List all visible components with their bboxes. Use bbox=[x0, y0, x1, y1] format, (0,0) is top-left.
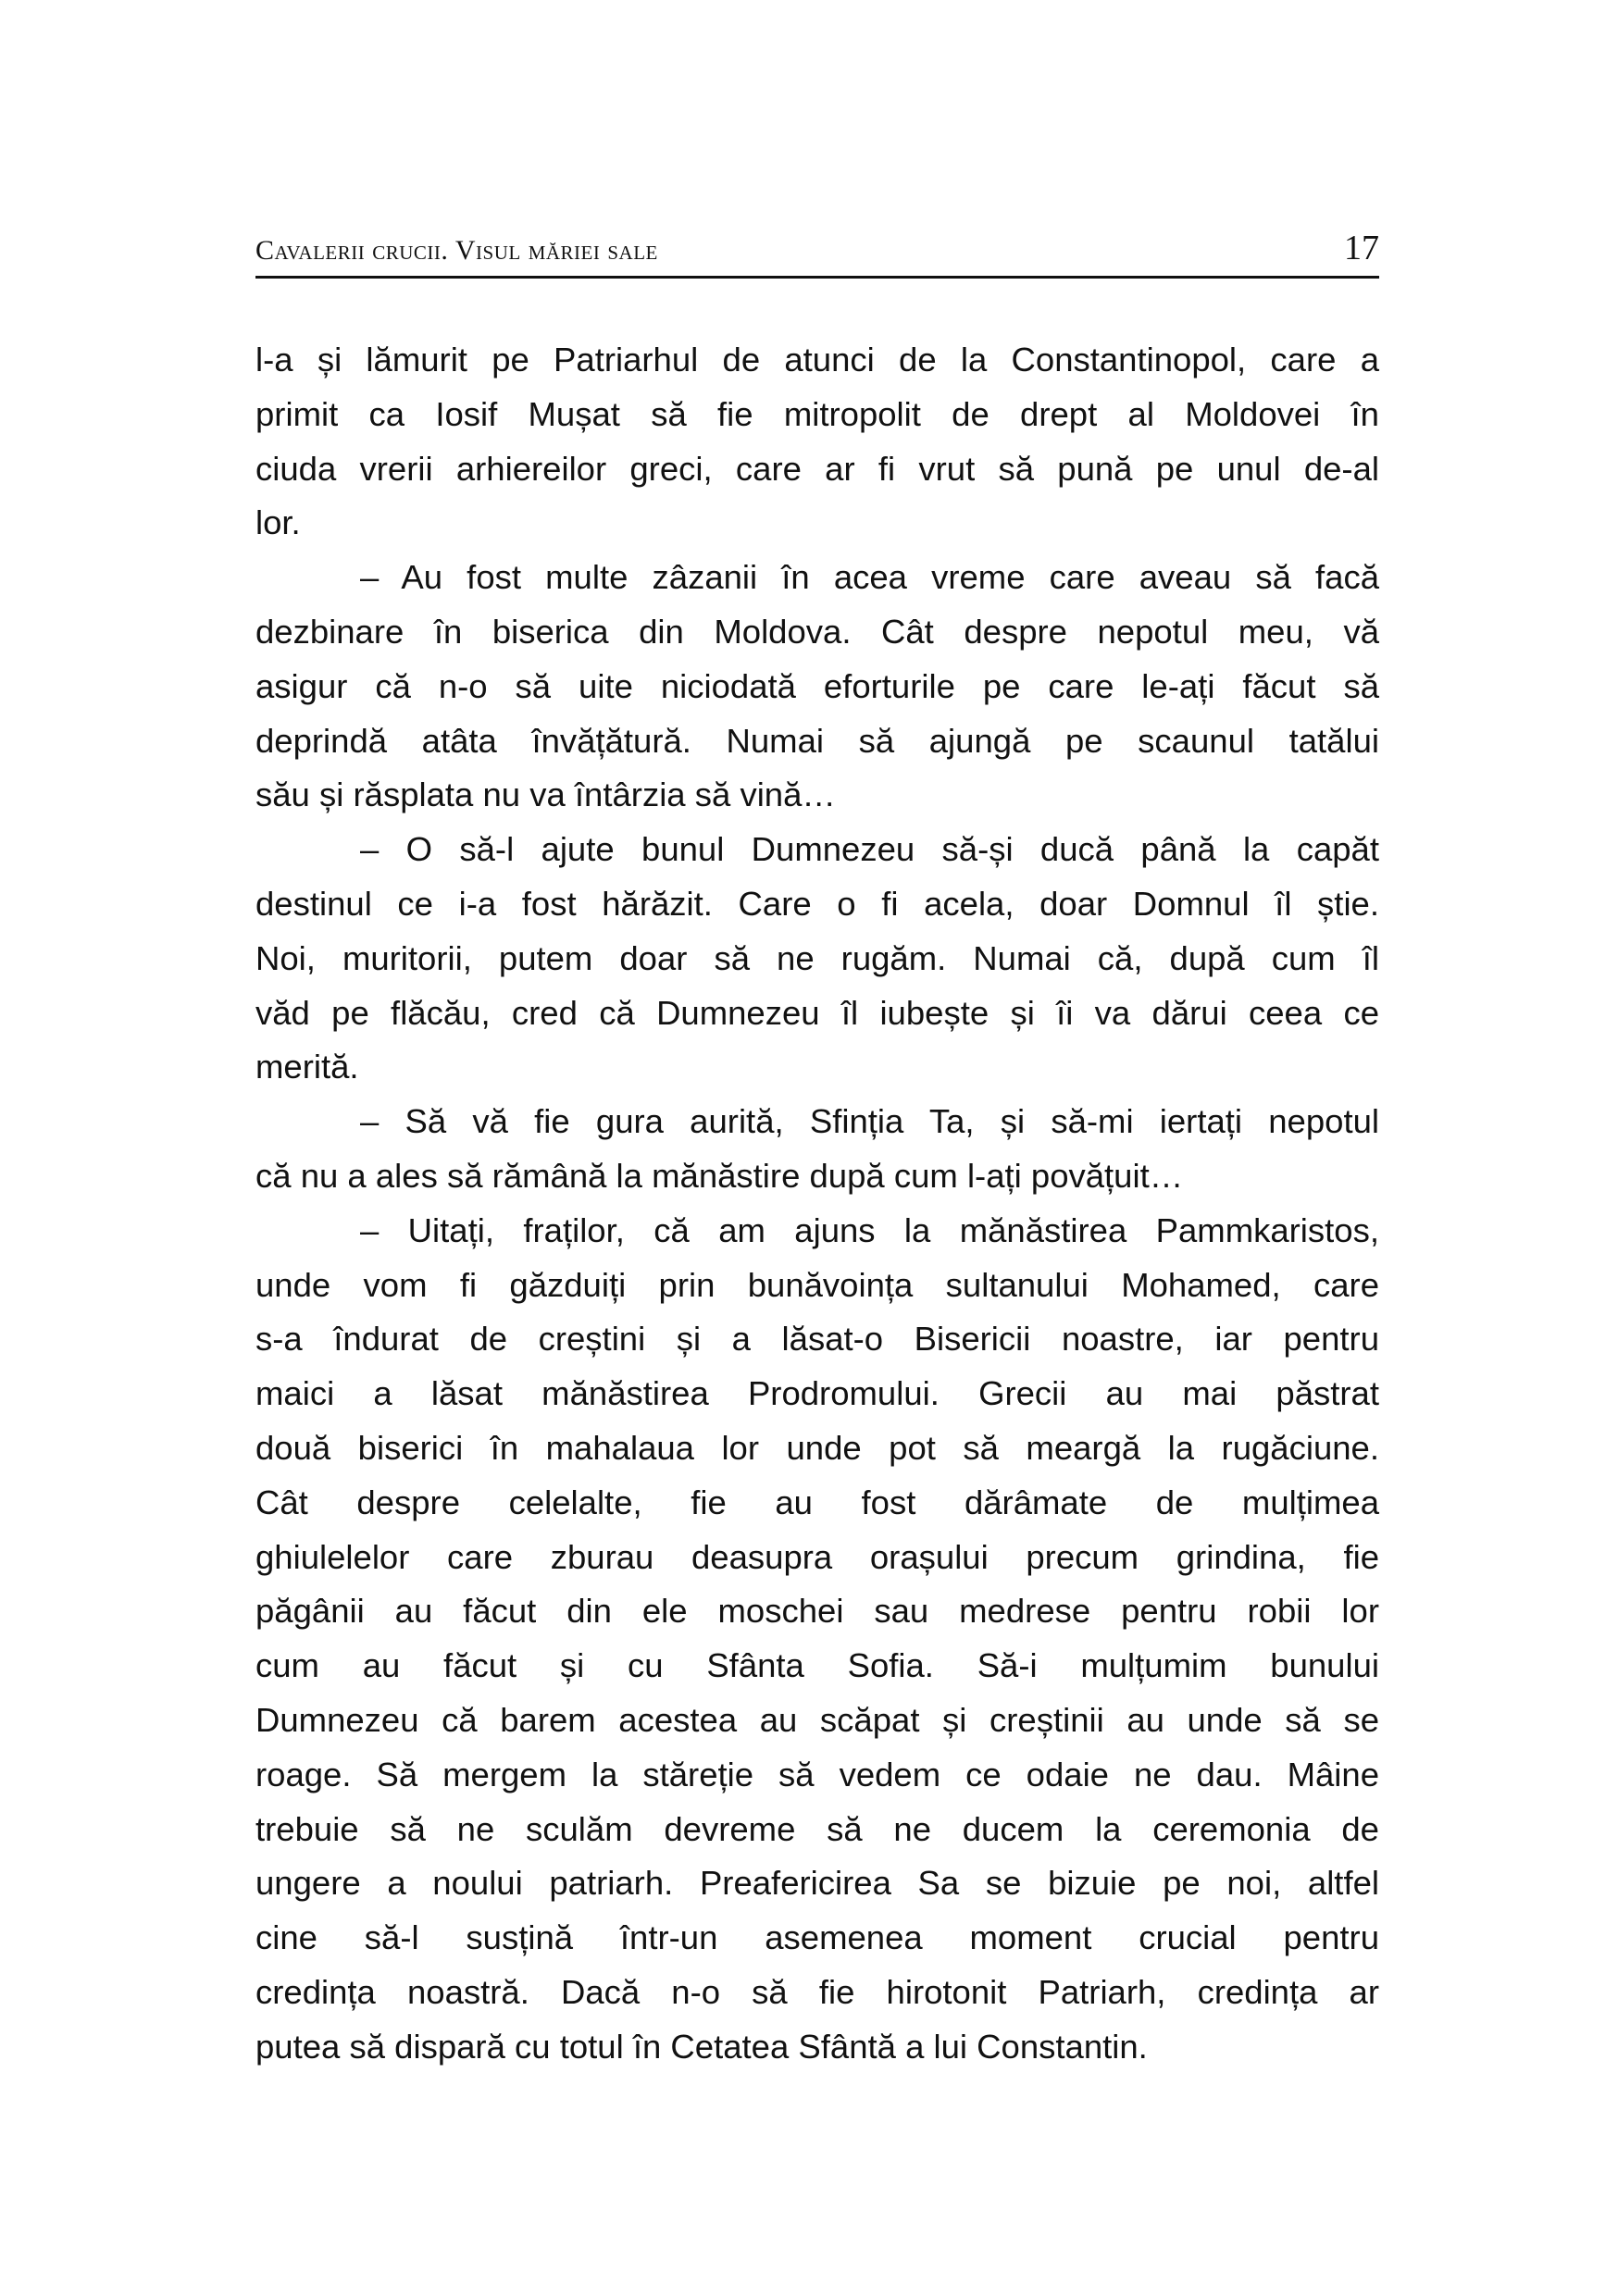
text-line: dezbinare în biserica din Moldova. Cât despre nepotul meu, vă bbox=[255, 612, 1379, 651]
text-line: Noi, muritorii, putem doar să ne rugăm. Numai că, după cum îl bbox=[255, 938, 1379, 977]
page-number: 17 bbox=[1344, 229, 1379, 267]
text-line: – O să-l ajute bunul Dumnezeu să-și ducă până la capăt bbox=[360, 830, 1379, 869]
text-line: – Au fost multe zâzanii în acea vreme care aveau să facă bbox=[360, 558, 1379, 597]
text-line: lor. bbox=[255, 503, 301, 542]
text-line: ungere a noului patriarh. Preafericirea Sa se bizuie pe noi, altfel bbox=[255, 1864, 1379, 1903]
running-header bbox=[255, 222, 1379, 279]
text-line: cum au făcut și cu Sfânta Sofia. Să-i mulțumim bunului bbox=[255, 1646, 1379, 1685]
text-line: trebuie să ne sculăm devreme să ne ducem la ceremonia de bbox=[255, 1809, 1379, 1848]
text-line: ciuda vrerii arhiereilor greci, care ar fi vrut să pună pe unul de-al bbox=[255, 449, 1379, 488]
text-line: merită. bbox=[255, 1048, 359, 1086]
text-line: Cât despre celelalte, fie au fost dărâmate de mulțimea bbox=[255, 1483, 1379, 1521]
text-line: cine să-l susțină într-un asemenea moment crucial pentru bbox=[255, 1918, 1379, 1957]
text-line: că nu a ales să rămână la mănăstire după cum l-ați povățuit… bbox=[255, 1156, 1184, 1195]
text-line: l-a și lămurit pe Patriarhul de atunci de la Constantinopol, care a bbox=[255, 341, 1379, 379]
text-line: primit ca Iosif Mușat să fie mitropolit de drept al Moldovei în bbox=[255, 394, 1379, 433]
text-line: putea să dispară cu totul în Cetatea Sfântă a lui Constantin. bbox=[255, 2027, 1148, 2066]
text-line: ghiulelelor care zburau deasupra orașului precum grindina, fie bbox=[255, 1537, 1379, 1576]
text-line: destinul ce i-a fost hărăzit. Care o fi acela, doar Domnul îl știe. bbox=[255, 884, 1379, 923]
text-line: două biserici în mahalaua lor unde pot să meargă la rugăciune. bbox=[255, 1428, 1379, 1467]
text-line: deprindă atâta învățătură. Numai să ajungă pe scaunul tatălui bbox=[255, 721, 1379, 760]
text-line: credința noastră. Dacă n-o să fie hirotonit Patriarh, credința ar bbox=[255, 1972, 1379, 2011]
text-line: – Să vă fie gura aurită, Sfinția Ta, și să-mi iertați nepotul bbox=[360, 1102, 1379, 1141]
text-line: unde vom fi găzduiți prin bunăvoința sultanului Mohamed, care bbox=[255, 1265, 1379, 1304]
text-line: – Uitați, fraților, că am ajuns la mănăstirea Pammkaristos, bbox=[360, 1210, 1379, 1249]
text-line: Dumnezeu că barem acestea au scăpat și creștinii au unde să se bbox=[255, 1700, 1379, 1739]
text-line: maici a lăsat mănăstirea Prodromului. Grecii au mai păstrat bbox=[255, 1374, 1379, 1413]
text-line: asigur că n-o să uite niciodată eforturile pe care le-ați făcut să bbox=[255, 666, 1379, 705]
text-line: s-a îndurat de creștini și a lăsat-o Bisericii noastre, iar pentru bbox=[255, 1320, 1379, 1359]
body-text bbox=[255, 333, 1379, 2075]
text-line: său și răsplata nu va întârzia să vină… bbox=[255, 776, 836, 814]
running-title: Cavalerii crucii. Visul măriei sale bbox=[255, 235, 658, 266]
text-line: roage. Să mergem la stăreție să vedem ce odaie ne dau. Mâine bbox=[255, 1755, 1379, 1793]
text-line: păgânii au făcut din ele moschei sau medrese pentru robii lor bbox=[255, 1592, 1379, 1631]
text-line: văd pe flăcău, cred că Dumnezeu îl iubește și îi va dărui ceea ce bbox=[255, 993, 1379, 1032]
